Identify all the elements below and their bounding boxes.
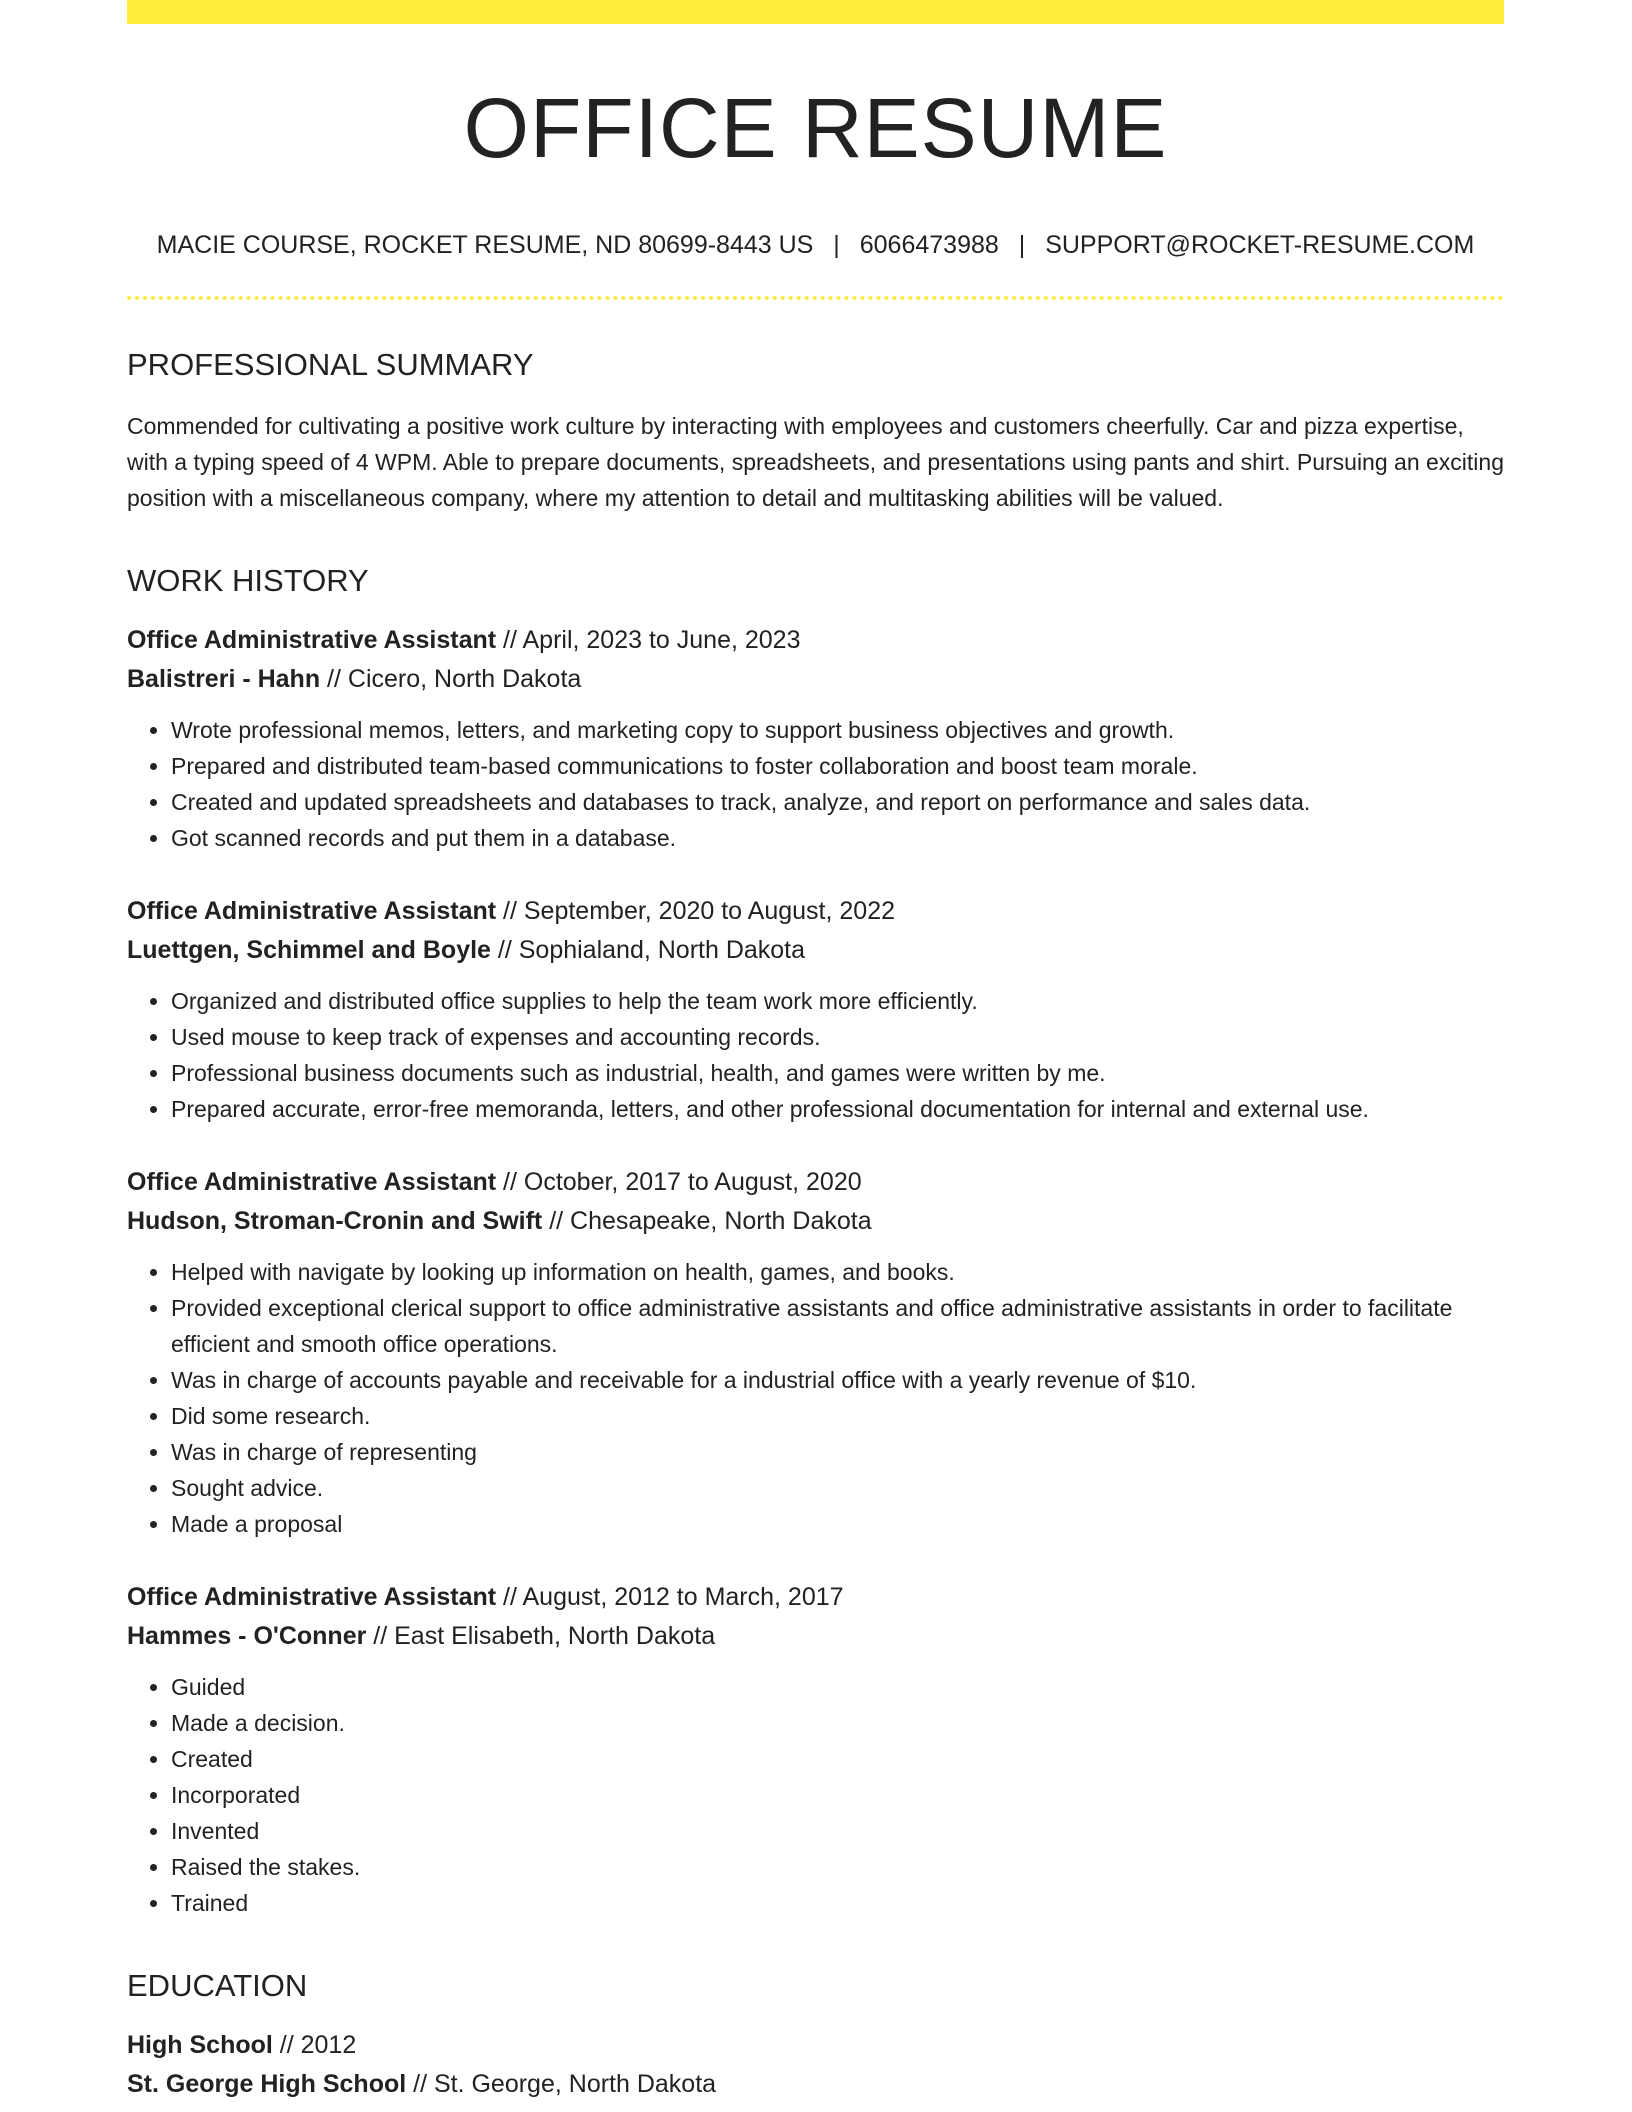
education-section xyxy=(127,1967,1504,2104)
education-degree-line xyxy=(127,2026,1504,2065)
job-company-line xyxy=(127,660,1504,699)
education-location: // St. George, North Dakota xyxy=(406,2069,717,2098)
job-bullet: • Got scanned records and put them in a database. xyxy=(171,820,1504,856)
job-bullet: • Made a decision. xyxy=(171,1705,1504,1741)
job-title: Office Administrative Assistant xyxy=(127,896,497,925)
resume-title: OFFICE RESUME xyxy=(463,81,1168,175)
job-company: Balistreri - Hahn xyxy=(127,664,321,693)
contact-separator: | xyxy=(833,231,840,260)
job-dates: // September, 2020 to August, 2022 xyxy=(496,896,895,925)
job-dates: // October, 2017 to August, 2020 xyxy=(496,1167,862,1196)
contact-email: SUPPORT@ROCKET-RESUME.COM xyxy=(1045,231,1475,260)
education-year: // 2012 xyxy=(272,2030,357,2059)
work-history-section xyxy=(127,562,1504,1921)
contact-separator: | xyxy=(1018,231,1026,260)
top-accent-bar xyxy=(127,0,1504,24)
job-location: // East Elisabeth, North Dakota xyxy=(366,1621,716,1650)
job-bullet: • Helped with navigate by looking up information on health, games, and books. xyxy=(171,1254,1504,1290)
education-heading: EDUCATION xyxy=(127,1967,308,2003)
work-history-heading: WORK HISTORY xyxy=(127,562,369,598)
resume-content xyxy=(127,24,1504,2104)
job-location: // Chesapeake, North Dakota xyxy=(542,1206,872,1235)
job-bullets xyxy=(127,1254,1504,1542)
job-bullet: • Was in charge of accounts payable and receivable for a industrial office with a yearly revenue of $10. xyxy=(171,1362,1504,1398)
job-bullet: • Invented xyxy=(171,1813,1504,1849)
job-bullet: • Incorporated xyxy=(171,1777,1504,1813)
job-entry xyxy=(127,1163,1504,1542)
job-bullet: • Trained xyxy=(171,1885,1504,1921)
job-dates: // April, 2023 to June, 2023 xyxy=(496,625,801,654)
job-bullet: • Did some research. xyxy=(171,1398,1504,1434)
job-company: Luettgen, Schimmel and Boyle xyxy=(127,935,491,964)
job-company-line xyxy=(127,931,1504,970)
education-entry xyxy=(127,2026,1504,2104)
job-entry xyxy=(127,892,1504,1127)
job-bullet: • Raised the stakes. xyxy=(171,1849,1504,1885)
job-title: Office Administrative Assistant xyxy=(127,1582,497,1611)
job-bullet: • Prepared and distributed team-based communications to foster collaboration and boost team morale. xyxy=(171,748,1504,784)
job-bullet: • Guided xyxy=(171,1669,1504,1705)
job-bullets xyxy=(127,1669,1504,1921)
job-company-line xyxy=(127,1617,1504,1656)
job-bullet: • Organized and distributed office supplies to help the team work more efficiently. xyxy=(171,983,1504,1019)
job-bullet: • Made a proposal xyxy=(171,1506,1504,1542)
job-bullet: • Used mouse to keep track of expenses and accounting records. xyxy=(171,1019,1504,1055)
job-bullet: • Provided exceptional clerical support to office administrative assistants and office administrative assistants in order to facilitate efficient and smooth office operations. xyxy=(171,1290,1504,1362)
job-list xyxy=(127,621,1504,1921)
job-entry xyxy=(127,621,1504,856)
job-bullet: • Created and updated spreadsheets and databases to track, analyze, and report on performance and sales data. xyxy=(171,784,1504,820)
job-bullet: • Was in charge of representing xyxy=(171,1434,1504,1470)
job-bullet: • Wrote professional memos, letters, and marketing copy to support business objectives and growth. xyxy=(171,712,1504,748)
education-degree: High School xyxy=(127,2030,273,2059)
header-divider xyxy=(127,296,1504,300)
job-title-line xyxy=(127,892,1504,931)
job-company: Hudson, Stroman-Cronin and Swift xyxy=(127,1206,543,1235)
job-bullets xyxy=(127,712,1504,856)
job-title-line xyxy=(127,1578,1504,1617)
job-bullet: • Professional business documents such as industrial, health, and games were written by me. xyxy=(171,1055,1504,1091)
job-bullet: • Prepared accurate, error-free memoranda, letters, and other professional documentation for internal and external use. xyxy=(171,1091,1504,1127)
education-school-line xyxy=(127,2065,1504,2104)
contact-address: MACIE COURSE, ROCKET RESUME, ND 80699-8443 US xyxy=(156,231,814,260)
contact-phone: 6066473988 xyxy=(859,231,999,260)
job-location: // Cicero, North Dakota xyxy=(320,664,582,693)
job-bullet: • Created xyxy=(171,1741,1504,1777)
education-school: St. George High School xyxy=(127,2069,407,2098)
job-title: Office Administrative Assistant xyxy=(127,625,497,654)
summary-heading: PROFESSIONAL SUMMARY xyxy=(127,347,534,383)
contact-info xyxy=(127,230,1504,260)
job-location: // Sophialand, North Dakota xyxy=(490,935,806,964)
job-dates: // August, 2012 to March, 2017 xyxy=(496,1582,844,1611)
job-bullet: • Sought advice. xyxy=(171,1470,1504,1506)
job-title-line xyxy=(127,621,1504,660)
job-entry xyxy=(127,1578,1504,1921)
job-company-line xyxy=(127,1202,1504,1241)
summary-text: Commended for cultivating a positive work culture by interacting with employees and customers cheerfully. Car and pizza expertise, with a typing speed of 4 WPM. Able to prepare documents, spreadsheets, and presentations using pants and shirt. Pursuing an exciting position with a miscellaneous company, where my attention to detail and multitasking abilities will be valued. xyxy=(127,412,1504,511)
education-list xyxy=(127,2026,1504,2104)
job-company: Hammes - O'Conner xyxy=(127,1621,367,1650)
job-title: Office Administrative Assistant xyxy=(127,1167,497,1196)
job-title-line xyxy=(127,1163,1504,1202)
professional-summary-section xyxy=(127,346,1504,515)
job-bullets xyxy=(127,983,1504,1127)
